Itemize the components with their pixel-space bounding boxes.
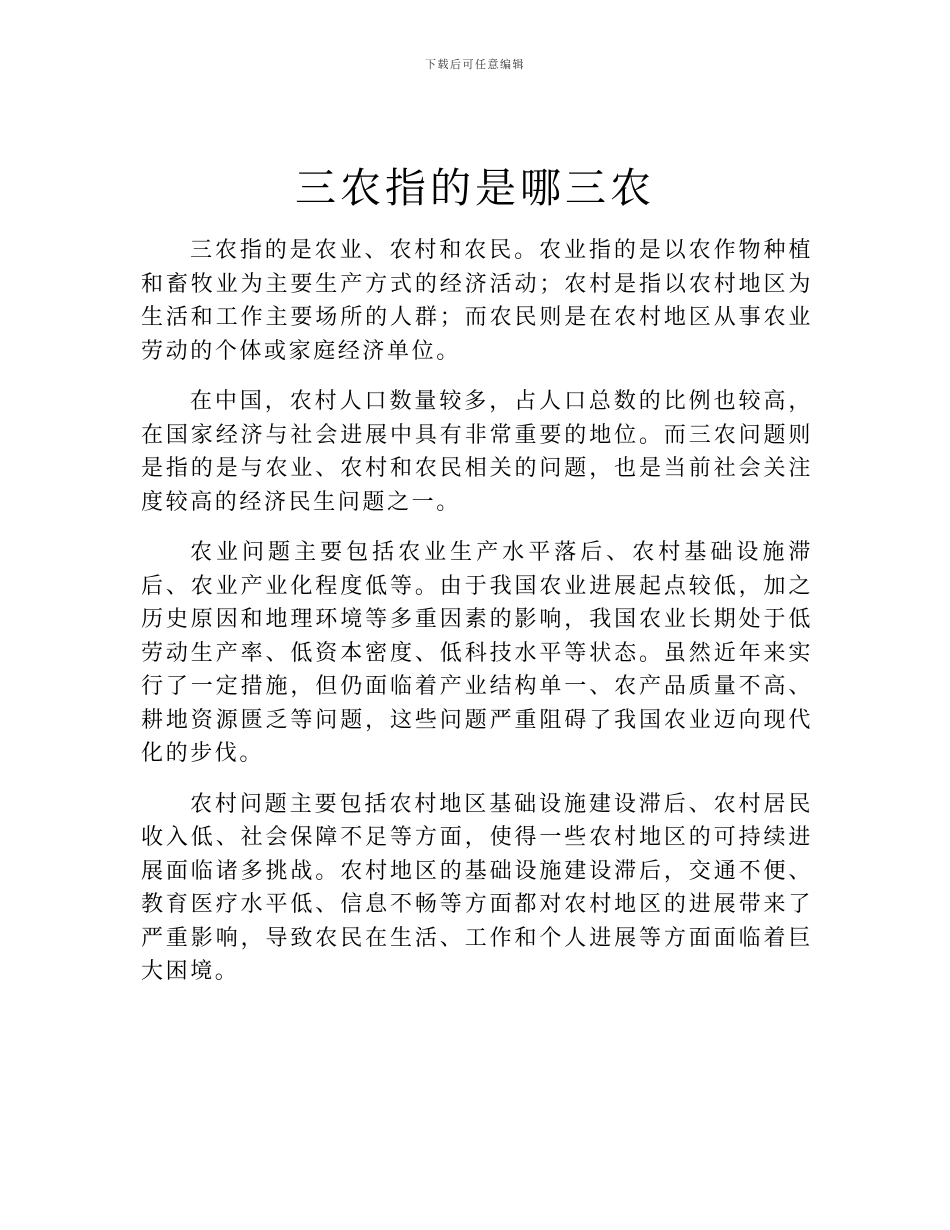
paragraph-3: 农业问题主要包括农业生产水平落后、农村基础设施滞后、农业产业化程度低等。由于我国农业进展起点较低，加之历史原因和地理环境等多重因素的影响，我国农业长期处于低劳动生产率、低资本密度、低科技水平等状态。虽然近年来实行了一定措施，但仍面临着产业结构单一、农产品质量不高、耕地资源匮乏等问题，这些问题严重阻碍了我国农业迈向现代化的步伐。 <box>141 540 813 766</box>
page-header-note: 下载后可任意编辑 <box>425 58 525 71</box>
paragraph-1: 三农指的是农业、农村和农民。农业指的是以农作物种植和畜牧业为主要生产方式的经济活动；农村是指以农村地区为生活和工作主要场所的人群；而农民则是在农村地区从事农业劳动的个体或家庭经济单位。 <box>141 238 813 364</box>
paragraph-2: 在中国，农村人口数量较多，占人口总数的比例也较高，在国家经济与社会进展中具有非常重要的地位。而三农问题则是指的是与农业、农村和农民相关的问题，也是当前社会关注度较高的经济民生问题之一。 <box>141 389 813 515</box>
document-title: 三农指的是哪三农 <box>295 164 655 212</box>
document-body <box>141 234 813 1006</box>
paragraph-4: 农村问题主要包括农村地区基础设施建设滞后、农村居民收入低、社会保障不足等方面，使得一些农村地区的可持续进展面临诸多挑战。农村地区的基础设施建设滞后，交通不便、教育医疗水平低、信息不畅等方面都对农村地区的进展带来了严重影响，导致农民在生活、工作和个人进展等方面面临着巨大困境。 <box>141 791 813 984</box>
